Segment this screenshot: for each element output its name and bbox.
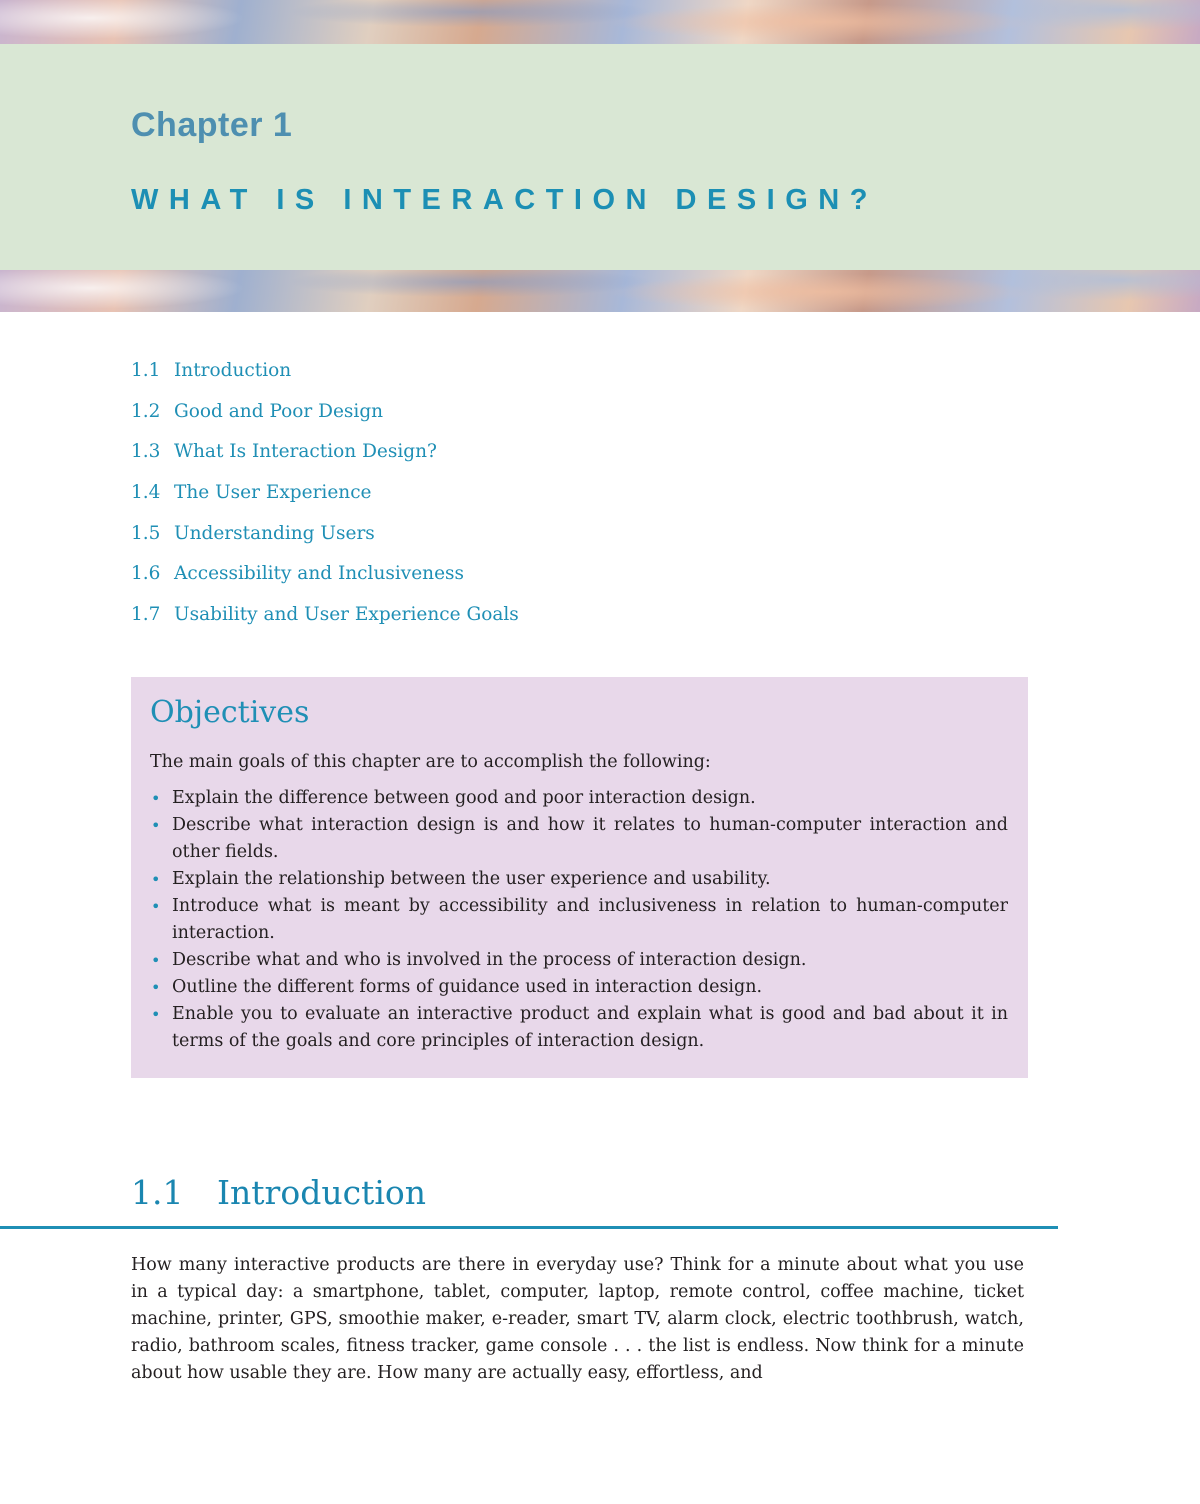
objective-text: Describe what interaction design is and how it relates to human-computer interaction and other fields.	[172, 815, 1008, 862]
bullet-icon: •	[151, 897, 161, 916]
toc-item-number: 1.2	[131, 400, 161, 422]
toc-item[interactable]	[131, 600, 519, 641]
objective-text: Outline the different forms of guidance used in interaction design.	[172, 977, 763, 997]
section-number: 1.1	[131, 1173, 184, 1212]
bullet-icon: •	[151, 951, 161, 970]
section-divider	[0, 1226, 1058, 1229]
bullet-icon: •	[151, 870, 161, 889]
chapter-label: Chapter 1	[131, 106, 293, 144]
toc-item[interactable]	[131, 397, 519, 438]
objective-item	[150, 812, 1008, 866]
objective-text: Enable you to evaluate an interactive product and explain what is good and bad about it in terms of the goals and core principles of interaction design.	[172, 1004, 1008, 1051]
objective-item	[150, 893, 1008, 947]
table-of-contents	[131, 356, 519, 641]
toc-item[interactable]	[131, 437, 519, 478]
section-heading	[131, 1173, 426, 1212]
objective-item	[150, 785, 1008, 812]
objective-item	[150, 1001, 1008, 1055]
objective-text: Describe what and who is involved in the process of interaction design.	[172, 950, 807, 970]
objectives-list	[150, 785, 1008, 1055]
objectives-intro: The main goals of this chapter are to accomplish the following:	[150, 752, 711, 772]
toc-item-number: 1.6	[131, 563, 161, 585]
toc-item-title: Usability and User Experience Goals	[174, 604, 519, 626]
toc-item-number: 1.7	[131, 604, 161, 626]
objective-item	[150, 866, 1008, 893]
objectives-heading: Objectives	[150, 695, 310, 730]
bullet-icon: •	[151, 816, 161, 835]
section-title: Introduction	[217, 1173, 426, 1212]
toc-item[interactable]	[131, 478, 519, 519]
objective-item	[150, 947, 1008, 974]
toc-item[interactable]	[131, 356, 519, 397]
toc-item-number: 1.5	[131, 522, 161, 544]
toc-item-title: Good and Poor Design	[174, 400, 384, 422]
objective-item	[150, 974, 1008, 1001]
toc-item[interactable]	[131, 519, 519, 560]
bullet-icon: •	[151, 789, 161, 808]
toc-item-number: 1.1	[131, 360, 161, 381]
toc-item-title: Introduction	[174, 360, 292, 381]
chapter-title: WHAT IS INTERACTION DESIGN?	[131, 184, 878, 216]
objective-text: Explain the relationship between the user experience and usability.	[172, 869, 771, 889]
objective-text: Introduce what is meant by accessibility and inclusiveness in relation to human-computer interaction.	[172, 896, 1008, 943]
decorative-artwork-bottom	[0, 270, 1200, 312]
toc-item-number: 1.3	[131, 441, 161, 463]
bullet-icon: •	[151, 978, 161, 997]
toc-item[interactable]	[131, 559, 519, 600]
objective-text: Explain the difference between good and poor interaction design.	[172, 788, 756, 808]
toc-item-title: Understanding Users	[174, 522, 375, 544]
bullet-icon: •	[151, 1005, 161, 1024]
toc-item-title: What Is Interaction Design?	[174, 441, 437, 463]
toc-item-title: The User Experience	[174, 482, 372, 504]
toc-item-number: 1.4	[131, 482, 161, 504]
section-body-paragraph: How many interactive products are there in everyday use? Think for a minute about what you use in a typical day: a smartphone, tablet, computer, laptop, remote control, coffee machine, ticket machine, printer, GPS, smoothie maker, e-reader, smart TV, alarm clock, electric toothbrush, watch, radio, bathroom scales, fitness tracker, game console . . . the list is endless. Now think for a minute about how usable they are. How many are actually easy, effortless, and	[131, 1255, 1024, 1383]
objectives-box	[131, 677, 1028, 1078]
toc-item-title: Accessibility and Inclusiveness	[174, 563, 465, 585]
chapter-header-band	[0, 44, 1200, 270]
decorative-artwork-top	[0, 0, 1200, 44]
